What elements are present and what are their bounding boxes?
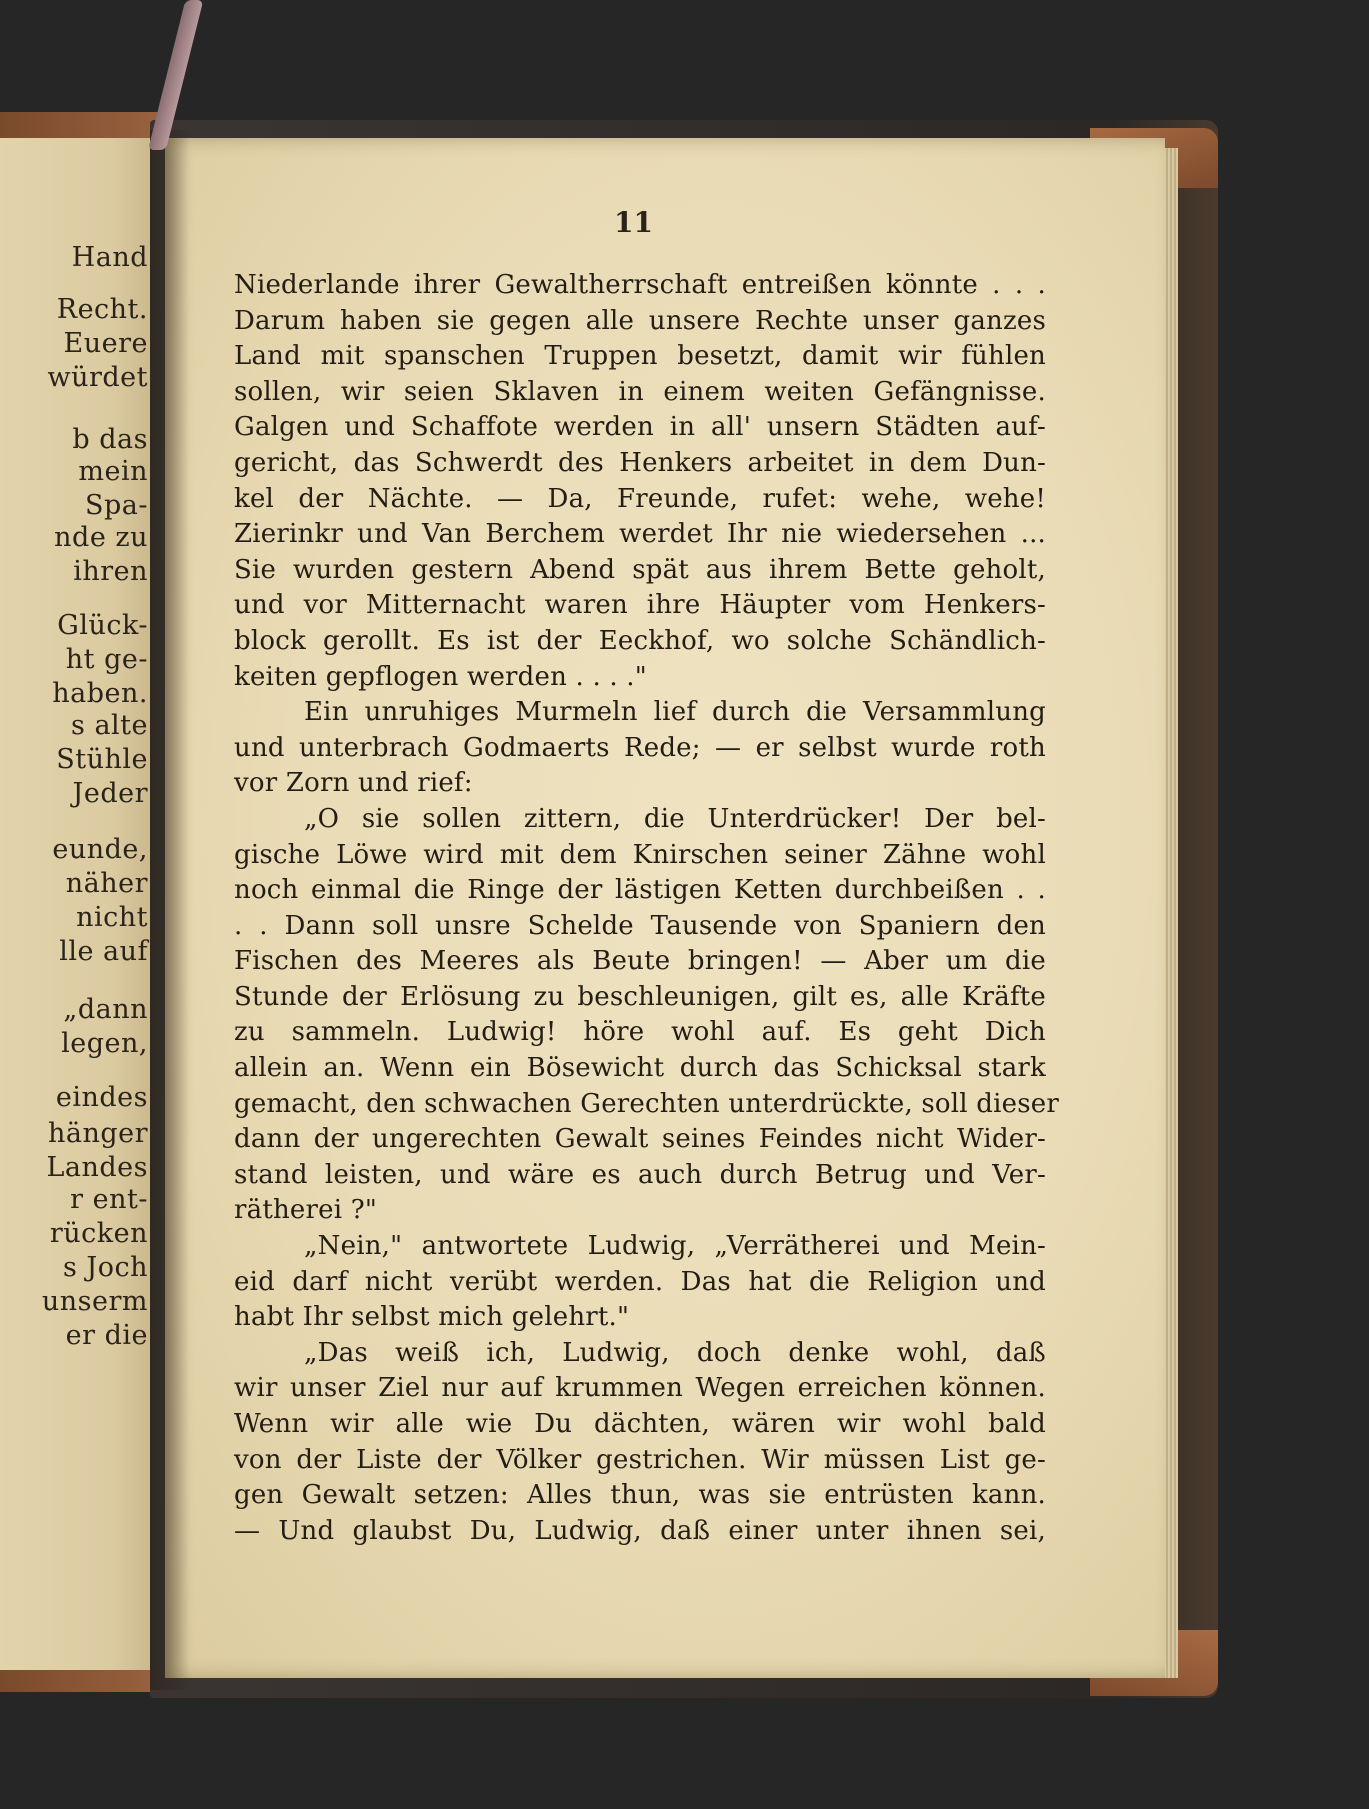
facing-page-fragment: lle auf <box>59 936 148 967</box>
text-line: „Nein," antwortete Ludwig, „Verrätherei und Mein- <box>304 1231 1046 1262</box>
text-line: eid darf nicht verübt werden. Das hat die Religion und <box>234 1266 1046 1297</box>
facing-page-fragment: Stühle <box>56 744 148 775</box>
facing-page-fragment: nde zu <box>54 522 148 553</box>
text-line: Land mit spanschen Truppen besetzt, damit wir fühlen <box>234 341 1046 372</box>
facing-page-fragment: Landes <box>46 1152 148 1183</box>
facing-page-fragment: „dann <box>63 994 148 1025</box>
text-line: kel der Nächte. — Da, Freunde, rufet: wehe, wehe! <box>234 483 1046 514</box>
page-text <box>234 268 1059 1549</box>
facing-page-fragment: näher <box>65 868 148 899</box>
facing-page-fragment: würdet <box>47 362 148 393</box>
facing-page-fragment: legen, <box>61 1028 148 1059</box>
facing-page-fragment: er die <box>65 1320 148 1351</box>
text-line: stand leisten, und wäre es auch durch Betrug und Ver- <box>234 1159 1046 1190</box>
facing-page-fragment: rücken <box>49 1218 148 1249</box>
facing-page-fragment: hänger <box>47 1118 148 1149</box>
facing-page-fragment: Glück- <box>57 610 148 641</box>
text-line: . . Dann soll unsre Schelde Tausende von Spaniern den <box>234 910 1046 941</box>
text-line: habt Ihr selbst mich gelehrt." <box>234 1302 630 1333</box>
text-line: „O sie sollen zittern, die Unterdrücker! Der bel- <box>304 803 1046 834</box>
facing-page-fragment: Euere <box>63 328 148 359</box>
text-line: keiten gepflogen werden . . . ." <box>234 661 647 692</box>
text-line: „Das weiß ich, Ludwig, doch denke wohl, daß <box>304 1337 1046 1368</box>
text-line: Galgen und Schaffote werden in all' unsern Städten auf- <box>234 412 1046 443</box>
facing-page-fragment: r ent- <box>70 1184 148 1215</box>
text-line: Niederlande ihrer Gewaltherrschaft entreißen könnte . . . <box>234 270 1046 300</box>
facing-page-fragment: eindes <box>55 1082 148 1113</box>
text-line: Fischen des Meeres als Beute bringen! — Aber um die <box>234 946 1046 977</box>
facing-page-fragment: s alte <box>71 710 148 741</box>
text-line: Zierinkr und Van Berchem werdet Ihr nie wiedersehen ... <box>234 519 1046 550</box>
facing-page-fragment: Jeder <box>72 778 148 809</box>
text-line: Darum haben sie gegen alle unsere Rechte unser ganzes <box>234 305 1046 336</box>
text-line: gemacht, den schwachen Gerechten unterdrückte, soll dieser <box>234 1088 1059 1119</box>
text-line: noch einmal die Ringe der lästigen Ketten durchbeißen . . <box>234 875 1046 906</box>
text-line: sollen, wir seien Sklaven in einem weiten Gefängnisse. <box>234 376 1046 407</box>
facing-page-fragment: Spa- <box>84 490 148 521</box>
page-number: 11 <box>614 206 653 239</box>
facing-page-fragment: haben. <box>52 678 148 709</box>
text-line: und vor Mitternacht waren ihre Häupter vom Henkers- <box>234 590 1046 621</box>
text-line: vor Zorn und rief: <box>234 768 473 799</box>
facing-page-fragment: b das <box>72 424 148 455</box>
facing-page-fragment: ihren <box>73 556 148 587</box>
gutter-shadow <box>150 130 190 1690</box>
text-line: von der Liste der Völker gestrichen. Wir müssen List ge- <box>234 1444 1046 1475</box>
text-line: block gerollt. Es ist der Eeckhof, wo solche Schändlich- <box>234 625 1046 656</box>
facing-page-fragment: mein <box>78 456 148 487</box>
text-line: — Und glaubst Du, Ludwig, daß einer unter ihnen sei, <box>234 1515 1046 1546</box>
text-line: Sie wurden gestern Abend spät aus ihrem Bette geholt, <box>234 554 1046 585</box>
text-line: allein an. Wenn ein Bösewicht durch das Schicksal stark <box>234 1053 1046 1084</box>
facing-page-fragment: nicht <box>76 902 148 933</box>
facing-page-fragment: Recht. <box>56 294 148 325</box>
text-line: dann der ungerechten Gewalt seines Feindes nicht Wider- <box>234 1124 1046 1155</box>
text-line: zu sammeln. Ludwig! höre wohl auf. Es geht Dich <box>234 1017 1046 1048</box>
text-line: Wenn wir alle wie Du dächten, wären wir wohl bald <box>234 1409 1046 1439</box>
text-line: rätherei ?" <box>234 1195 378 1226</box>
facing-page <box>0 138 158 1670</box>
text-line: Ein unruhiges Murmeln lief durch die Versammlung <box>304 697 1046 728</box>
facing-page-fragment: eunde, <box>52 834 148 865</box>
text-line: gische Löwe wird mit dem Knirschen seiner Zähne wohl <box>234 839 1046 870</box>
text-line: gericht, das Schwerdt des Henkers arbeitet in dem Dun- <box>234 447 1046 478</box>
facing-page-fragment: Hand <box>71 242 148 273</box>
text-line: und unterbrach Godmaerts Rede; — er selbst wurde roth <box>234 732 1046 763</box>
facing-page-fragment: s Joch <box>62 1252 148 1283</box>
facing-page-fragment: ht ge- <box>65 644 148 675</box>
facing-page-fragment: unserm <box>41 1286 148 1317</box>
text-line: wir unser Ziel nur auf krummen Wegen erreichen können. <box>234 1373 1046 1404</box>
text-line: gen Gewalt setzen: Alles thun, was sie entrüsten kann. <box>234 1480 1046 1511</box>
text-line: Stunde der Erlösung zu beschleunigen, gilt es, alle Kräfte <box>234 981 1046 1012</box>
